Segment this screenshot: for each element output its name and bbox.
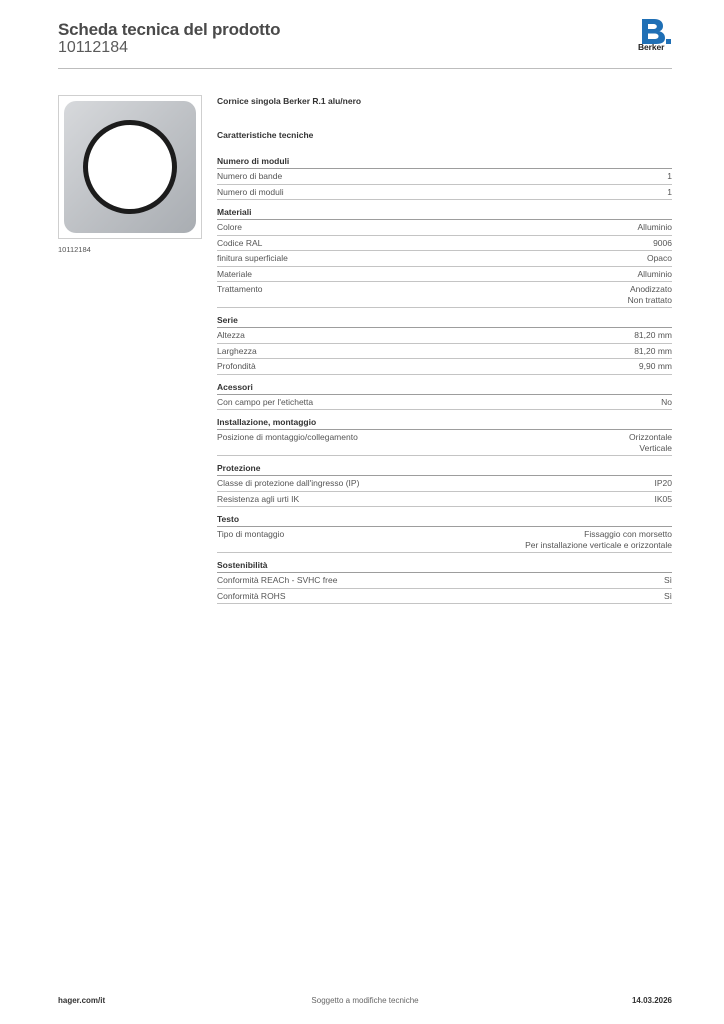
page-footer xyxy=(58,996,672,1008)
spec-value: 9,90 mm xyxy=(638,361,672,371)
spec-value: Sì xyxy=(663,590,672,601)
spec-value: 1 xyxy=(667,186,672,197)
spec-value: Alluminio xyxy=(637,222,672,232)
spec-row xyxy=(217,573,672,589)
spec-row xyxy=(217,476,672,492)
product-image xyxy=(58,95,202,239)
footer-website: hager.com/it xyxy=(58,996,106,1005)
footer-date: 14.03.2026 xyxy=(631,996,672,1005)
spec-section xyxy=(217,205,672,308)
spec-value: No xyxy=(661,396,672,407)
spec-value: Opaco xyxy=(646,253,672,263)
spec-label: Classe di protezione dall'ingresso (IP) xyxy=(217,478,360,488)
spec-label: Numero di bande xyxy=(217,171,283,181)
spec-value: Alluminio xyxy=(637,268,672,279)
specifications-heading: Caratteristiche tecniche xyxy=(217,130,314,140)
spec-label: Materiale xyxy=(217,268,252,279)
product-name: Cornice singola Berker R.1 alu/nero xyxy=(217,96,362,106)
footer-notice: Soggetto a modifiche tecniche xyxy=(311,996,419,1005)
spec-label: Con campo per l'etichetta xyxy=(217,396,314,407)
spec-row xyxy=(217,395,672,411)
spec-value: Orizzontale Verticale xyxy=(629,432,672,453)
spec-value: 9006 xyxy=(653,237,672,248)
berker-logo-icon xyxy=(638,17,672,45)
spec-value: 81,20 mm xyxy=(634,345,672,356)
document-title: Scheda tecnica del prodotto xyxy=(58,20,281,39)
spec-row xyxy=(217,236,672,252)
page-header xyxy=(58,20,672,68)
section-title: Acessori xyxy=(217,380,672,395)
section-title: Installazione, montaggio xyxy=(217,415,672,430)
spec-section xyxy=(217,461,672,507)
image-caption: 10112184 xyxy=(58,245,91,254)
spec-value: 1 xyxy=(667,171,672,181)
section-title: Sostenibilità xyxy=(217,558,672,573)
header-divider xyxy=(58,68,672,69)
spec-label: Tipo di montaggio xyxy=(217,529,285,539)
spec-label: Trattamento xyxy=(217,284,263,294)
spec-value: 81,20 mm xyxy=(634,330,672,340)
spec-value: Sì xyxy=(663,575,672,585)
product-code: 10112184 xyxy=(58,39,128,56)
spec-label: Colore xyxy=(217,222,243,232)
spec-row xyxy=(217,267,672,283)
spec-value: IK05 xyxy=(654,493,672,504)
spec-label: finitura superficiale xyxy=(217,253,288,263)
spec-label: Profondità xyxy=(217,361,256,371)
spec-value: Fissaggio con morsetto Per installazione verticale e orizzontale xyxy=(525,529,672,550)
spec-label: Resistenza agli urti IK xyxy=(217,493,300,504)
section-title: Materiali xyxy=(217,205,672,220)
spec-label: Altezza xyxy=(217,330,245,340)
spec-row xyxy=(217,251,672,267)
spec-row xyxy=(217,185,672,201)
spec-row xyxy=(217,282,672,308)
spec-section xyxy=(217,313,672,375)
spec-row xyxy=(217,344,672,360)
spec-label: Conformità REACh - SVHC free xyxy=(217,575,338,585)
spec-label: Conformità ROHS xyxy=(217,590,286,601)
spec-section xyxy=(217,512,672,553)
spec-row xyxy=(217,328,672,344)
spec-section xyxy=(217,380,672,411)
spec-label: Codice RAL xyxy=(217,237,263,248)
spec-section xyxy=(217,558,672,604)
spec-value: Anodizzato Non trattato xyxy=(627,284,672,305)
section-title: Numero di moduli xyxy=(217,154,672,169)
spec-section xyxy=(217,415,672,456)
spec-section xyxy=(217,154,672,200)
spec-label: Larghezza xyxy=(217,345,257,356)
brand-name: Berker xyxy=(638,42,665,52)
spec-label: Posizione di montaggio/collegamento xyxy=(217,432,358,442)
spec-sections xyxy=(217,154,672,604)
specifications xyxy=(217,94,672,609)
spec-row xyxy=(217,220,672,236)
spec-row xyxy=(217,359,672,375)
section-title: Testo xyxy=(217,512,672,527)
section-title: Protezione xyxy=(217,461,672,476)
spec-row xyxy=(217,430,672,456)
spec-row xyxy=(217,589,672,605)
spec-row xyxy=(217,527,672,553)
spec-value: IP20 xyxy=(654,478,672,488)
spec-row xyxy=(217,169,672,185)
berker-logo xyxy=(638,17,672,57)
section-title: Serie xyxy=(217,313,672,328)
spec-label: Numero di moduli xyxy=(217,186,284,197)
frame-product-image xyxy=(59,96,201,238)
spec-row xyxy=(217,492,672,508)
